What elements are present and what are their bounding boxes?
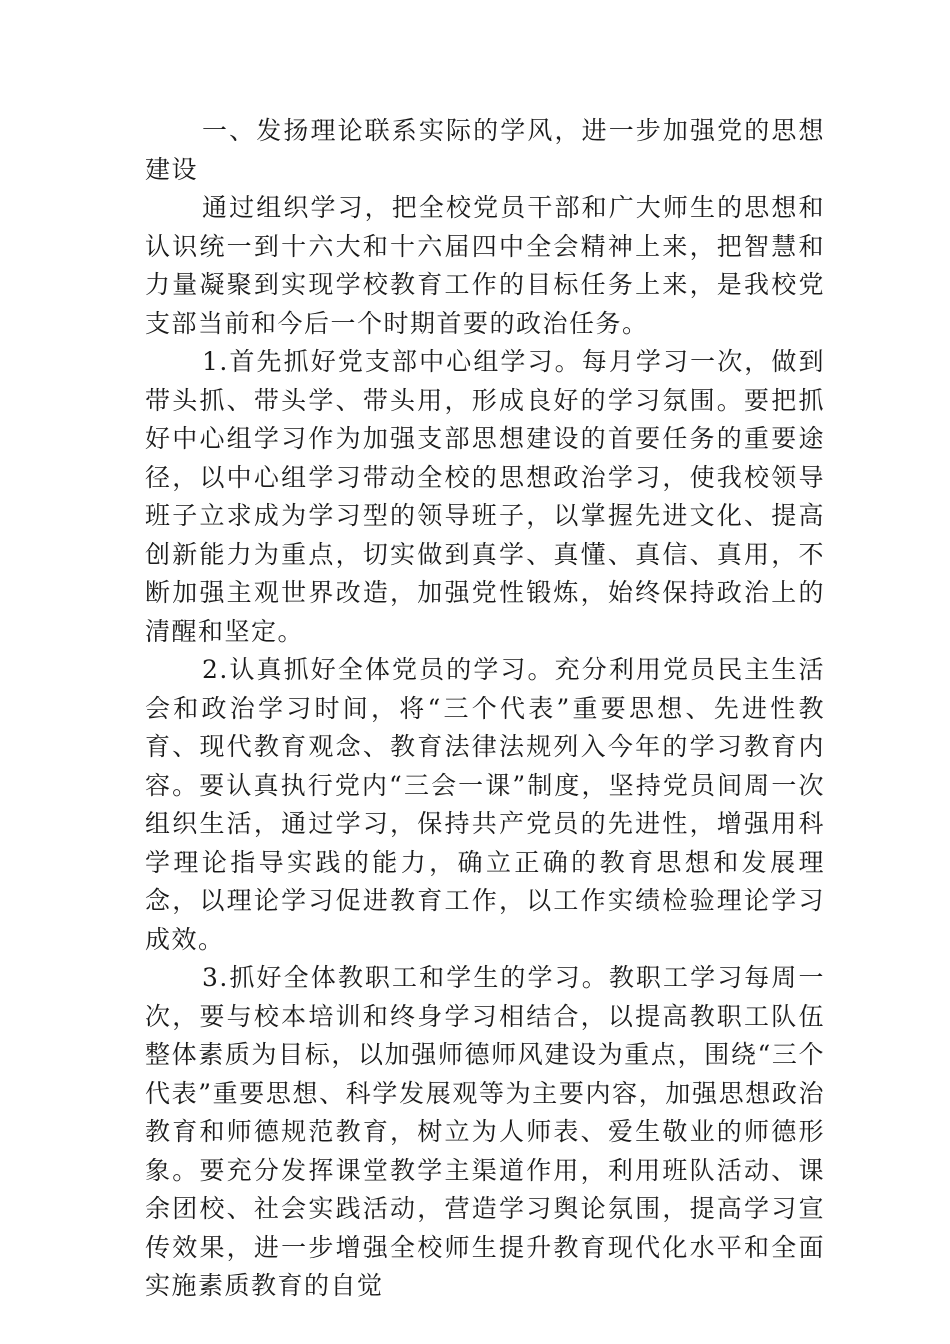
paragraph-item-1: 1.首先抓好党支部中心组学习。每月学习一次，做到带头抓、带头学、带头用，形成良好的学习氛围。要把抓好中心组学习作为加强支部思想建设的首要任务的重要途径，以中心组学习带动全校的思想政治学习，使我校领导班子立求成为学习型的领导班子，以掌握先进文化、提高创新能力为重点，切实做到真学、真懂、真信、真用，不断加强主观世界改造，加强党性锻炼，始终保持政治上的清醒和坚定。 <box>145 347 825 646</box>
paragraph-intro: 通过组织学习，把全校党员干部和广大师生的思想和认识统一到十六大和十六届四中全会精神上来，把智慧和力量凝聚到实现学校教育工作的目标任务上来，是我校党支部当前和今后一个时期首要的政治任务。 <box>145 193 825 338</box>
paragraph-item-2: 2.认真抓好全体党员的学习。充分利用党员民主生活会和政治学习时间，将“三个代表”重要思想、先进性教育、现代教育观念、教育法律法规列入今年的学习教育内容。要认真执行党内“三会一课”制度，坚持党员间周一次组织生活，通过学习，保持共产党员的先进性，增强用科学理论指导实践的能力，确立正确的教育思想和发展理念，以理论学习促进教育工作，以工作实绩检验理论学习成效。 <box>145 655 825 954</box>
paragraph-item-3: 3.抓好全体教职工和学生的学习。教职工学习每周一次，要与校本培训和终身学习相结合，以提高教职工队伍整体素质为目标，以加强师德师风建设为重点，围绕“三个代表”重要思想、科学发展观等为主要内容，加强思想政治教育和师德规范教育，树立为人师表、爱生敬业的师德形象。要充分发挥课堂教学主渠道作用，利用班队活动、课余团校、社会实践活动，营造学习舆论氛围，提高学习宣传效果，进一步增强全校师生提升教育现代化水平和全面实施素质教育的自觉 <box>145 963 825 1300</box>
section-heading: 一、发扬理论联系实际的学风，进一步加强党的思想建设 <box>145 116 825 184</box>
document-body <box>145 112 825 1306</box>
